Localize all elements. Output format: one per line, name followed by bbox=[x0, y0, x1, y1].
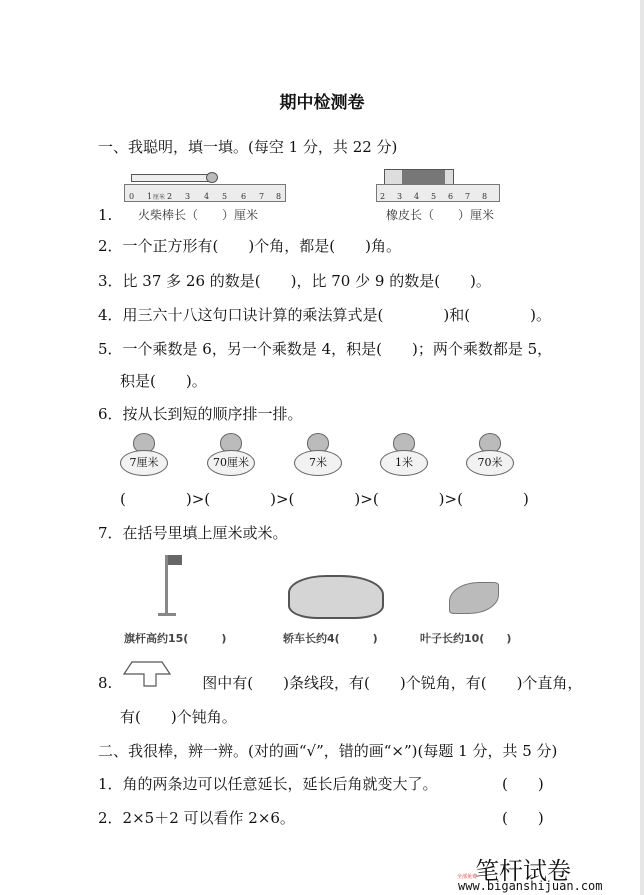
question-7: 7．在括号里填上厘米或米。 bbox=[98, 524, 288, 542]
leaf-caption: 叶子长约10( ) bbox=[420, 632, 512, 645]
judge-question-1: 1．角的两条边可以任意延长，延长后角就变大了。 bbox=[98, 775, 438, 793]
question-8: 8. 图中有( )条线段，有( )个锐角，有( )个直角， bbox=[98, 674, 583, 692]
ruler-tick: 1 bbox=[147, 192, 153, 201]
match-head bbox=[206, 172, 218, 183]
ruler-tick: 2 bbox=[380, 192, 386, 201]
ruler-tick: 3 bbox=[185, 192, 191, 201]
bear-label: 7米 bbox=[294, 450, 342, 476]
ruler-tick: 0 bbox=[129, 192, 135, 201]
bear-label: 1米 bbox=[380, 450, 428, 476]
question-3: 3．比 37 多 26 的数是( )，比 70 少 9 的数是( )。 bbox=[98, 272, 491, 290]
flag-base bbox=[158, 613, 176, 616]
question-5: 5．一个乘数是 6，另一个乘数是 4，积是( )；两个乘数都是 5， bbox=[98, 340, 553, 358]
bear-label: 70厘米 bbox=[207, 450, 255, 476]
ruler-tick: 4 bbox=[414, 192, 420, 201]
ruler-tick: 4 bbox=[204, 192, 210, 201]
watermark-url: www.biganshijuan.com bbox=[458, 879, 603, 893]
bear-card bbox=[294, 433, 342, 476]
ruler-tick: 2 bbox=[167, 192, 173, 201]
bear-card bbox=[380, 433, 428, 476]
ruler-tick: 3 bbox=[397, 192, 403, 201]
ordering-answer: ( )>( )>( )>( )>( ) bbox=[120, 490, 529, 508]
car-caption: 轿车长约4( ) bbox=[283, 632, 378, 645]
q1-number: 1. bbox=[98, 206, 113, 224]
flag-icon bbox=[168, 555, 182, 565]
car-icon bbox=[288, 575, 384, 619]
bear-card bbox=[120, 433, 168, 476]
watermark-brand: 笔杆试卷 bbox=[475, 857, 571, 885]
ruler-tick: 5 bbox=[431, 192, 437, 201]
section1-heading: 一、我聪明，填一填。(每空 1 分，共 22 分) bbox=[98, 138, 398, 156]
section2-heading: 二、我很棒，辨一辨。(对的画“√”，错的画“×”)(每题 1 分，共 5 分) bbox=[98, 742, 558, 760]
judge-answer-1[interactable]: ( ) bbox=[502, 775, 544, 793]
bear-label: 70米 bbox=[466, 450, 514, 476]
ruler-unit: 厘米 bbox=[153, 194, 166, 201]
ruler-2 bbox=[376, 184, 500, 202]
question-2: 2．一个正方形有( )个角，都是( )角。 bbox=[98, 237, 401, 255]
question-4: 4．用三六十八这句口诀计算的乘法算式是( )和( )。 bbox=[98, 306, 551, 324]
page-title: 期中检测卷 bbox=[279, 93, 365, 113]
ruler-1 bbox=[124, 184, 286, 202]
question-5-cont: 积是( )。 bbox=[120, 372, 207, 390]
ruler-tick: 8 bbox=[482, 192, 488, 201]
judge-question-2: 2．2×5＋2 可以看作 2×6。 bbox=[98, 809, 295, 827]
ruler-tick: 5 bbox=[222, 192, 228, 201]
ruler-tick: 6 bbox=[241, 192, 247, 201]
question-6: 6．按从长到短的顺序排一排。 bbox=[98, 405, 303, 423]
leaf-icon bbox=[449, 582, 499, 614]
match-caption: 火柴棒长（ ）厘米 bbox=[138, 208, 259, 222]
question-8-cont: 有( )个钝角。 bbox=[120, 708, 237, 726]
ruler-tick: 7 bbox=[259, 192, 265, 201]
eraser-caption: 橡皮长（ ）厘米 bbox=[386, 208, 495, 222]
ruler-tick: 8 bbox=[276, 192, 282, 201]
bear-card bbox=[207, 433, 255, 476]
ruler-tick: 6 bbox=[448, 192, 454, 201]
match-picture bbox=[131, 174, 211, 182]
bear-card bbox=[466, 433, 514, 476]
watermark-tag: 全部免费 bbox=[457, 874, 478, 880]
flagpole-caption: 旗杆高约15( ) bbox=[124, 632, 227, 645]
judge-answer-2[interactable]: ( ) bbox=[502, 809, 544, 827]
page-edge bbox=[640, 0, 644, 895]
bear-label: 7厘米 bbox=[120, 450, 168, 476]
ruler-tick: 7 bbox=[465, 192, 471, 201]
